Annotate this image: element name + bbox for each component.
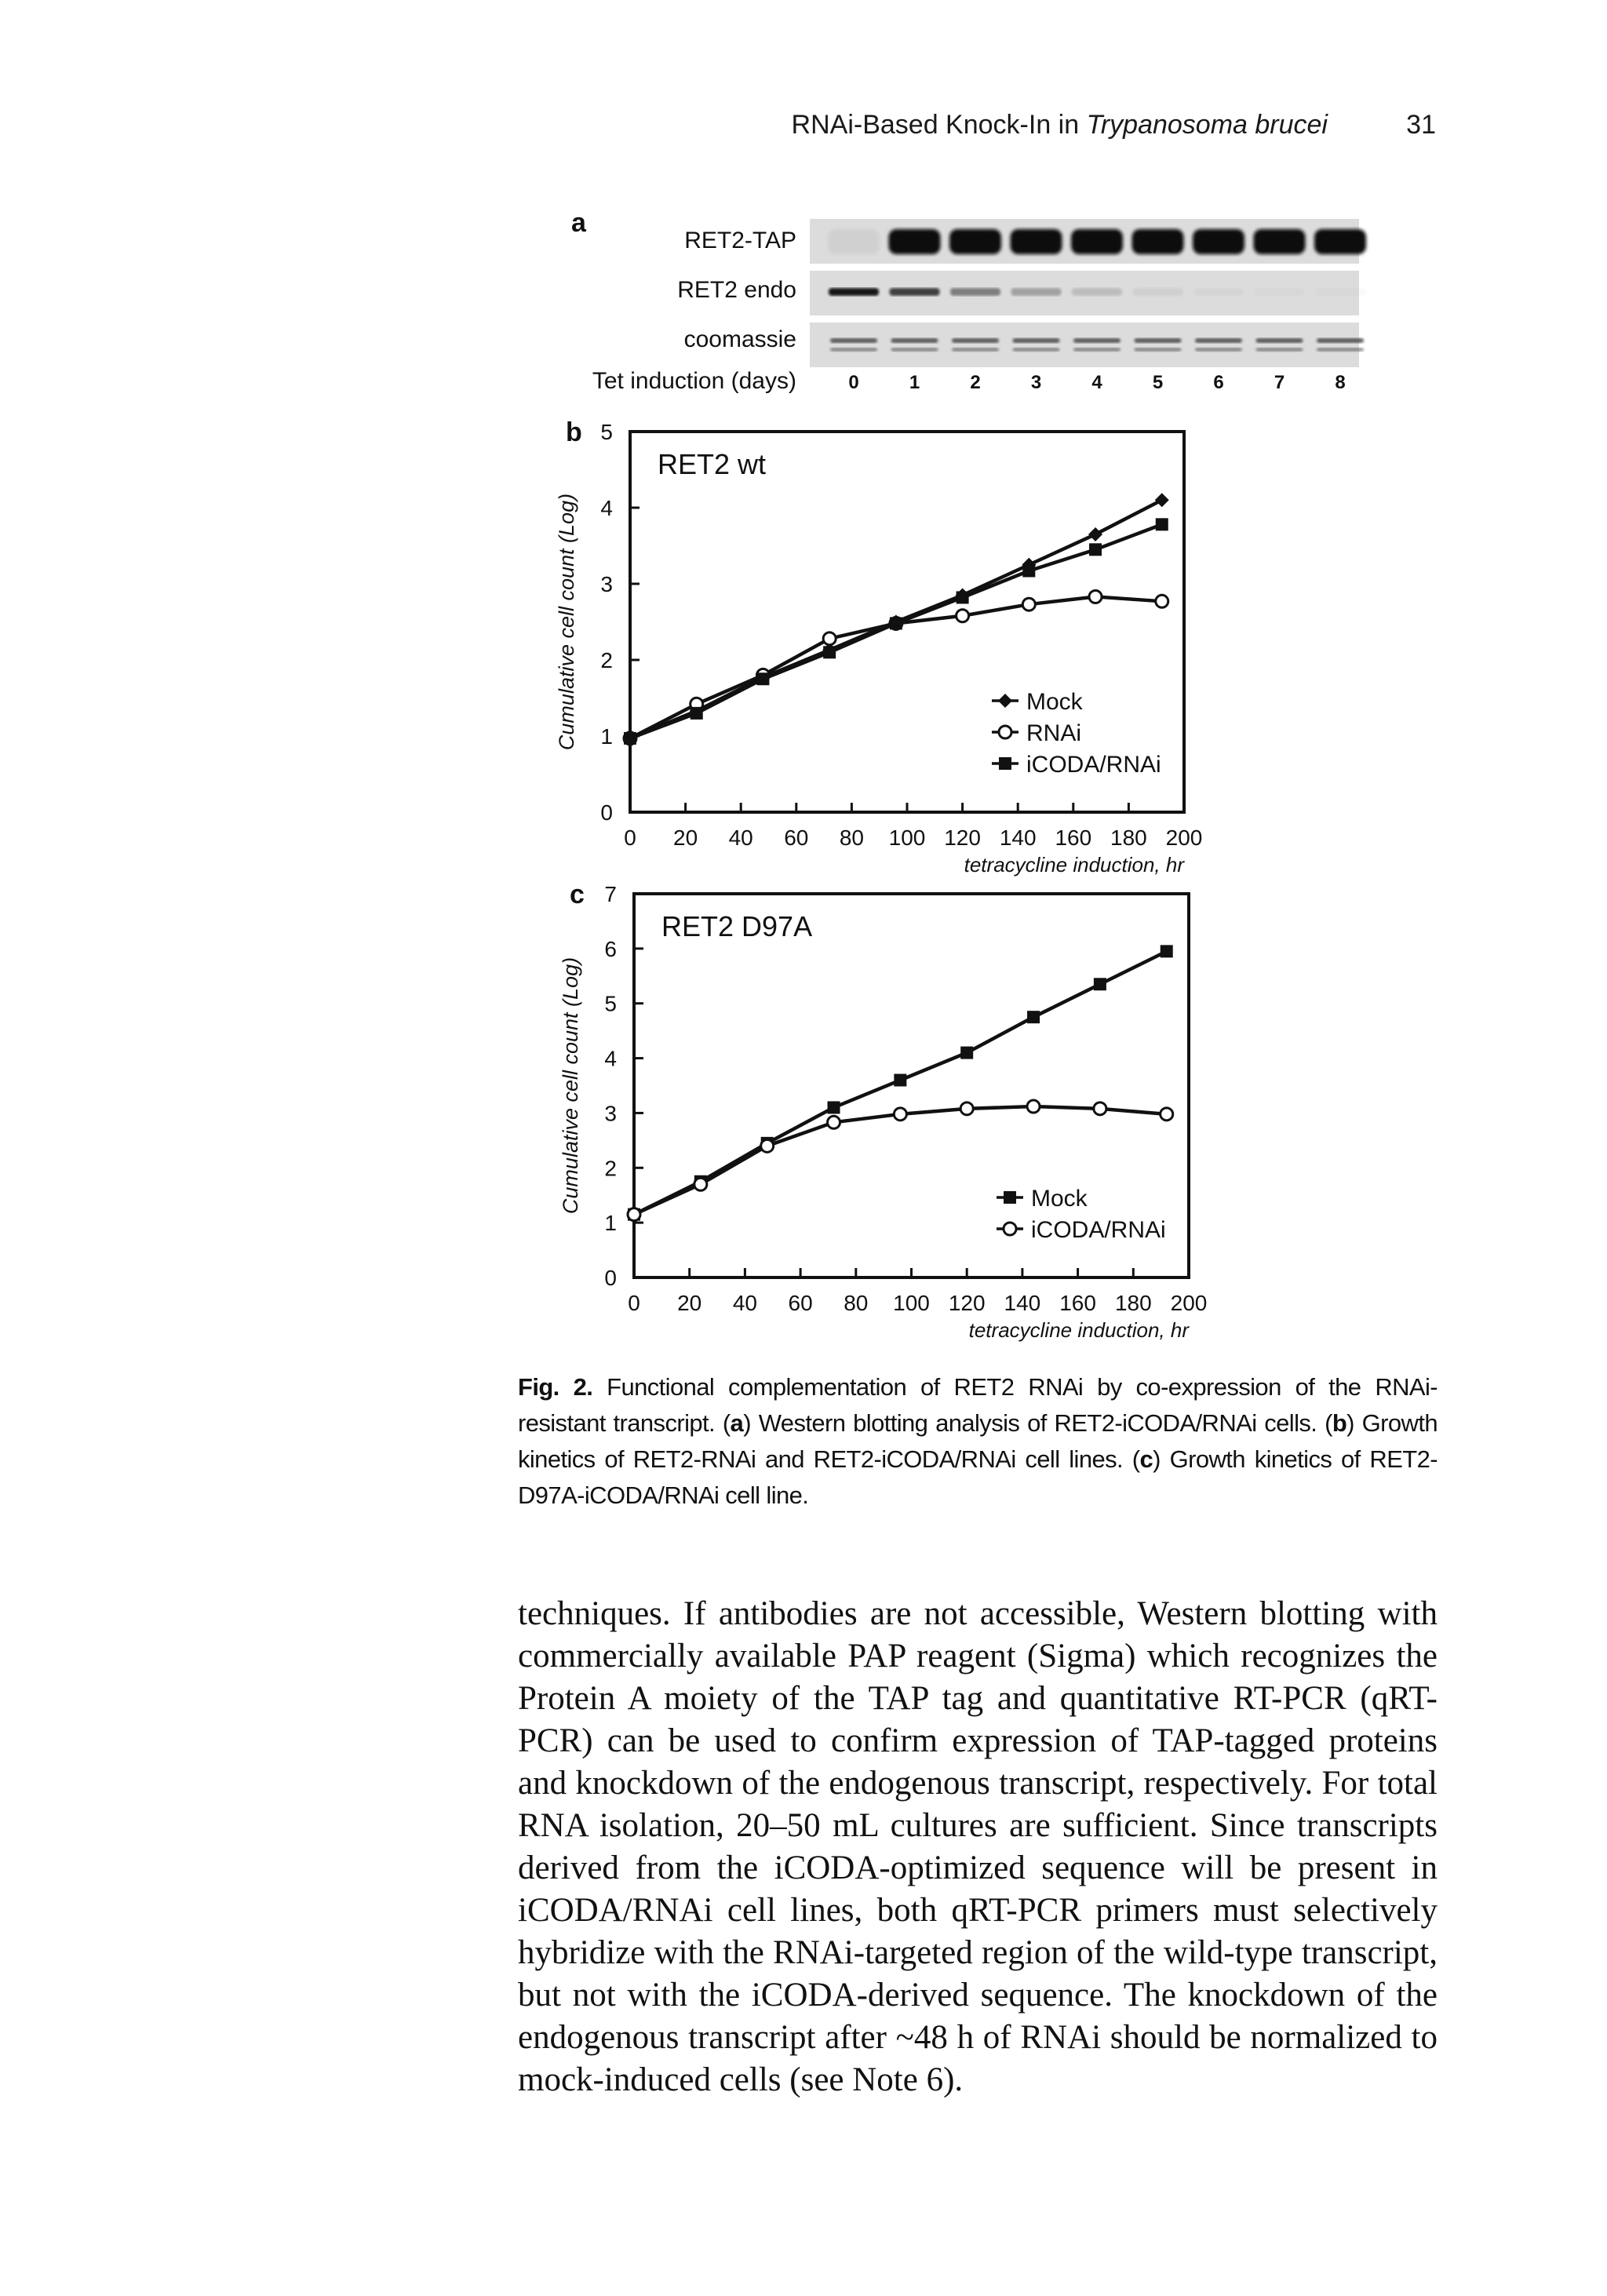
lane-label: 3 bbox=[1030, 372, 1042, 393]
data-point bbox=[1156, 518, 1168, 530]
x-tick-label: 120 bbox=[944, 825, 981, 850]
legend-label: RNAi bbox=[1026, 720, 1082, 746]
chart-title: RET2 D97A bbox=[661, 910, 813, 942]
band-coomassie bbox=[1013, 348, 1060, 352]
data-point bbox=[894, 1074, 906, 1087]
x-tick-label: 20 bbox=[673, 825, 698, 850]
x-tick-label: 60 bbox=[788, 1291, 813, 1315]
band-coomassie bbox=[952, 348, 999, 352]
blot-row-label: RET2 endo bbox=[677, 277, 796, 303]
band-coomassie bbox=[891, 338, 938, 343]
figure-canvas bbox=[549, 200, 1444, 1346]
band-ret2-tap bbox=[1254, 229, 1306, 254]
legend-label: Mock bbox=[1031, 1186, 1088, 1212]
x-tick-label: 120 bbox=[948, 1291, 986, 1315]
data-point bbox=[960, 1047, 973, 1059]
lane-label: 5 bbox=[1152, 372, 1164, 393]
x-tick-label: 100 bbox=[893, 1291, 930, 1315]
data-point bbox=[828, 1101, 840, 1113]
band-coomassie bbox=[1317, 348, 1364, 352]
running-title-species: Trypanosoma brucei bbox=[1086, 110, 1328, 140]
x-tick-label: 80 bbox=[839, 825, 864, 850]
data-point bbox=[823, 646, 836, 658]
band-coomassie bbox=[1073, 338, 1121, 343]
band-coomassie bbox=[1013, 338, 1060, 343]
data-point bbox=[1027, 1100, 1040, 1113]
band-coomassie bbox=[1317, 338, 1364, 343]
data-point bbox=[894, 1108, 906, 1121]
band-ret2-endo bbox=[829, 288, 879, 296]
x-tick-label: 80 bbox=[844, 1291, 869, 1315]
data-point bbox=[1022, 598, 1035, 610]
chart-title: RET2 wt bbox=[658, 448, 767, 480]
data-point bbox=[1089, 543, 1102, 556]
band-ret2-tap bbox=[1071, 229, 1123, 254]
y-axis-label: Cumulative cell count (Log) bbox=[555, 493, 578, 751]
lane-label: 2 bbox=[970, 372, 981, 393]
band-coomassie bbox=[1195, 348, 1242, 352]
band-ret2-tap bbox=[1132, 229, 1184, 254]
running-title: RNAi-Based Knock-In in Trypanosoma brucei bbox=[791, 110, 1328, 140]
data-point bbox=[1161, 945, 1173, 957]
band-coomassie bbox=[952, 338, 999, 343]
lane-label: 4 bbox=[1091, 372, 1102, 393]
data-point bbox=[1022, 565, 1035, 578]
y-tick-label: 4 bbox=[604, 1046, 617, 1071]
band-ret2-tap bbox=[1314, 229, 1366, 254]
panel-a bbox=[571, 208, 1366, 394]
data-point bbox=[1156, 595, 1168, 607]
x-tick-label: 180 bbox=[1114, 1291, 1152, 1315]
data-point bbox=[624, 732, 636, 745]
blot-row-label: RET2-TAP bbox=[684, 228, 796, 253]
band-coomassie bbox=[891, 348, 938, 352]
page-number: 31 bbox=[1406, 110, 1436, 140]
band-ret2-tap bbox=[828, 229, 880, 254]
data-point bbox=[957, 610, 969, 622]
x-tick-label: 100 bbox=[888, 825, 926, 850]
legend-marker bbox=[999, 757, 1011, 770]
x-axis-label: tetracycline induction, hr bbox=[968, 1318, 1189, 1342]
data-point bbox=[694, 1178, 707, 1190]
data-point bbox=[1161, 1108, 1173, 1121]
band-ret2-tap bbox=[1193, 229, 1244, 254]
x-tick-label: 40 bbox=[728, 825, 753, 850]
x-tick-label: 60 bbox=[784, 825, 809, 850]
body-paragraph: techniques. If antibodies are not accessible, Western blotting with commercially available PAP reagent (Sigma) which recognizes the Protein A moiety of the TAP tag and quantitative RT-PCR (qRT-PCR) can be used to confirm expression of TAP-tagged proteins and knockdown of the endogenous transcript, respectively. For total RNA isolation, 20–50 mL cultures are sufficient. Since transcripts derived from the iCODA-optimized sequence will be present in iCODA/RNAi cell lines, both qRT-PCR primers must selectively hybridize with the RNAi-targeted region of the wild-type transcript, but not with the iCODA-derived sequence. The knockdown of the endogenous transcript after ~48 h of RNAi should be normalized to mock-induced cells (see Note 6). bbox=[518, 1595, 1438, 2098]
band-ret2-tap bbox=[889, 229, 941, 254]
data-point bbox=[761, 1139, 774, 1152]
legend-marker bbox=[1004, 1223, 1016, 1235]
figure-2 bbox=[549, 200, 1444, 1350]
y-tick-label: 1 bbox=[604, 1211, 617, 1236]
legend-marker bbox=[998, 694, 1012, 708]
lane-label: 6 bbox=[1213, 372, 1224, 393]
x-tick-label: 180 bbox=[1110, 825, 1147, 850]
band-ret2-endo bbox=[1011, 288, 1062, 296]
y-tick-label: 2 bbox=[604, 1156, 617, 1181]
y-tick-label: 5 bbox=[600, 420, 613, 444]
x-tick-label: 160 bbox=[1059, 1291, 1096, 1315]
x-tick-label: 140 bbox=[1004, 1291, 1041, 1315]
legend-marker bbox=[999, 726, 1011, 738]
data-point bbox=[957, 591, 969, 603]
band-ret2-tap bbox=[949, 229, 1001, 254]
x-tick-label: 140 bbox=[999, 825, 1037, 850]
lane-label: 7 bbox=[1274, 372, 1285, 393]
data-point bbox=[1027, 1011, 1040, 1023]
band-ret2-endo bbox=[1193, 288, 1244, 296]
band-ret2-tap bbox=[1011, 229, 1062, 254]
data-point bbox=[1155, 493, 1169, 507]
y-tick-label: 2 bbox=[600, 648, 613, 672]
panel-a-label: a bbox=[571, 208, 586, 238]
data-point bbox=[828, 1116, 840, 1128]
data-point bbox=[1088, 527, 1102, 541]
data-point bbox=[691, 707, 703, 720]
band-ret2-endo bbox=[1255, 288, 1305, 296]
data-point bbox=[960, 1102, 973, 1115]
x-axis-label: tetracycline induction, hr bbox=[964, 853, 1184, 876]
band-coomassie bbox=[1195, 338, 1242, 343]
band-ret2-endo bbox=[1315, 288, 1365, 296]
data-point bbox=[890, 617, 902, 629]
x-tick-label: 0 bbox=[624, 825, 636, 850]
data-point bbox=[823, 632, 836, 645]
data-point bbox=[756, 672, 769, 685]
panel-b-chart bbox=[555, 417, 1202, 876]
y-tick-label: 7 bbox=[604, 882, 617, 906]
band-coomassie bbox=[1256, 348, 1303, 352]
band-ret2-endo bbox=[1133, 288, 1183, 296]
figure-caption: Fig. 2. Functional complementation of RET2 RNAi by co-expression of the RNAi-resistant transcript. (a) Western blotting analysis of RET2-iCODA/RNAi cells. (b) Growth kinetics of RET2-RNAi and RET2-iCODA/RNAi cell lines. (c) Growth kinetics of RET2-D97A-iCODA/RNAi cell line. bbox=[518, 1373, 1438, 1509]
body-text bbox=[518, 1593, 1438, 2101]
panel-c-chart bbox=[559, 880, 1207, 1342]
band-coomassie bbox=[1256, 338, 1303, 343]
y-tick-label: 0 bbox=[600, 800, 613, 825]
legend-label: iCODA/RNAi bbox=[1026, 752, 1161, 778]
data-point bbox=[628, 1208, 640, 1221]
legend-label: Mock bbox=[1026, 689, 1083, 715]
band-coomassie bbox=[1135, 338, 1182, 343]
lane-label: 1 bbox=[909, 372, 920, 393]
band-coomassie bbox=[1135, 348, 1182, 352]
data-point bbox=[1094, 1102, 1106, 1115]
lane-label: 8 bbox=[1335, 372, 1346, 393]
caption-fig-label: Fig. 2. bbox=[518, 1373, 593, 1401]
x-tick-label: 200 bbox=[1165, 825, 1203, 850]
legend-marker bbox=[1004, 1191, 1016, 1204]
blot-strip-coomassie bbox=[810, 323, 1359, 367]
y-tick-label: 1 bbox=[600, 724, 613, 749]
y-tick-label: 3 bbox=[604, 1101, 617, 1126]
blot-x-label: Tet induction (days) bbox=[592, 368, 796, 394]
y-tick-label: 0 bbox=[604, 1266, 617, 1290]
lane-label: 0 bbox=[848, 372, 859, 393]
band-coomassie bbox=[830, 348, 877, 352]
x-tick-label: 160 bbox=[1055, 825, 1092, 850]
panel-label: c bbox=[570, 880, 585, 909]
y-tick-label: 5 bbox=[604, 991, 617, 1016]
y-axis-label: Cumulative cell count (Log) bbox=[559, 957, 582, 1215]
y-tick-label: 6 bbox=[604, 936, 617, 961]
blot-row-label: coomassie bbox=[683, 326, 796, 352]
x-tick-label: 40 bbox=[732, 1291, 757, 1315]
y-tick-label: 4 bbox=[600, 496, 613, 520]
band-coomassie bbox=[1073, 348, 1121, 352]
band-coomassie bbox=[830, 338, 877, 343]
band-ret2-endo bbox=[1072, 288, 1122, 296]
panel-label: b bbox=[566, 417, 582, 447]
data-point bbox=[1089, 590, 1102, 603]
y-tick-label: 3 bbox=[600, 572, 613, 596]
band-ret2-endo bbox=[950, 288, 1000, 296]
band-ret2-endo bbox=[890, 288, 940, 296]
x-tick-label: 20 bbox=[677, 1291, 702, 1315]
data-point bbox=[1094, 978, 1106, 990]
running-head bbox=[0, 110, 1436, 144]
x-tick-label: 200 bbox=[1170, 1291, 1208, 1315]
x-tick-label: 0 bbox=[628, 1291, 640, 1315]
legend-label: iCODA/RNAi bbox=[1031, 1217, 1166, 1243]
